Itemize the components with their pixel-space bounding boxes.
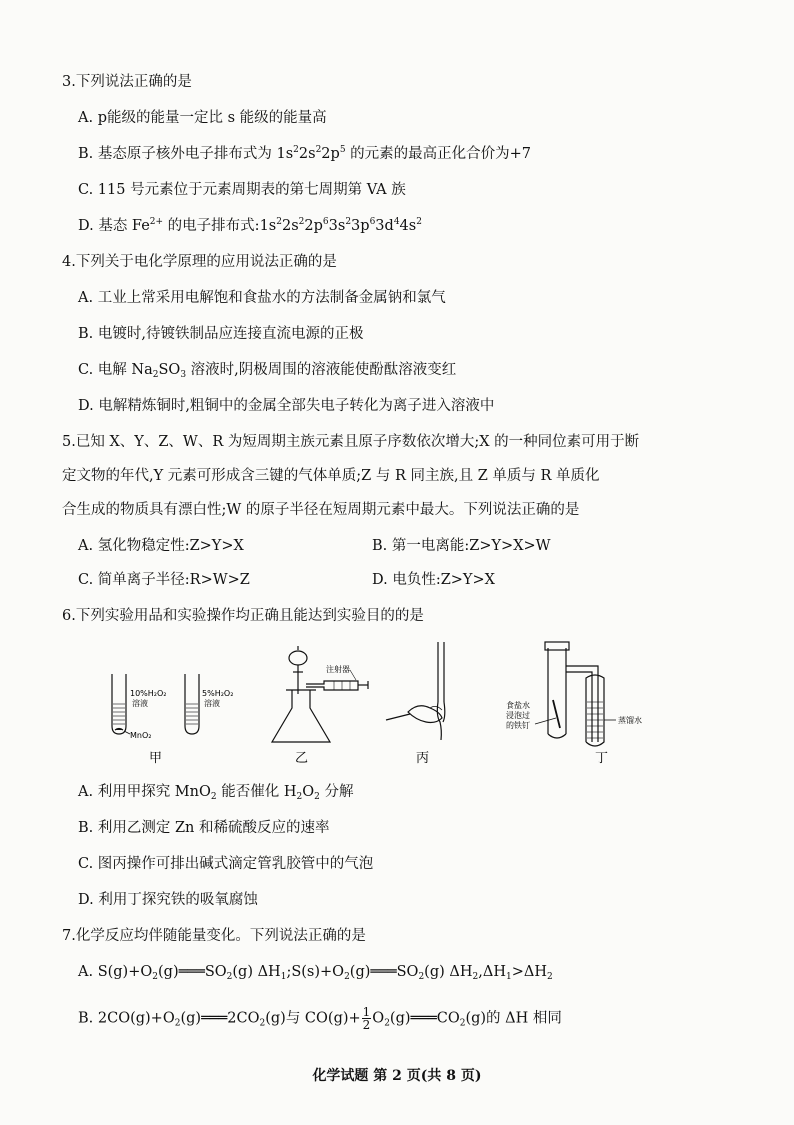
caption-jia: 甲 <box>149 751 163 766</box>
q3-option-a: A. p能级的能量一定比 s 能级的能量高 <box>78 110 327 126</box>
q3-option-d: D. 基态 $Fe^{2+}$ 的电子排布式$:1s^22s^22p^63s^23p^63d^44s^2$ <box>78 217 422 234</box>
fraction-one-half: $\frac{1}{2}$ <box>362 1005 371 1032</box>
jia-label-solution-1: 溶液 <box>132 699 148 708</box>
jia-label-5pct: 5%H₂O₂ <box>202 689 234 698</box>
caption-bing: 丙 <box>416 751 430 766</box>
q4-option-b: B. 电镀时,待镀铁制品应连接直流电源的正极 <box>78 326 364 342</box>
q4-option-c: C. 电解 $Na_2SO_3$ 溶液时,阴极周围的溶液能使酚酞溶液变红 <box>78 362 457 380</box>
q6-option-b: B. 利用乙测定 Zn 和稀硫酸反应的速率 <box>78 820 330 836</box>
q3-stem: 3.下列说法正确的是 <box>62 74 192 90</box>
ding-label-saltwater: 食盐水 <box>506 701 530 710</box>
caption-yi: 乙 <box>295 751 309 766</box>
q5-option-b: B. 第一电离能:Z>Y>X>W <box>372 538 551 554</box>
q5-stem-line2: 定文物的年代,Y 元素可形成含三键的气体单质;Z 与 R 同主族,且 Z 单质与 R 单质化 <box>62 468 600 484</box>
q4-option-d: D. 电解精炼铜时,粗铜中的金属全部失电子转化为离子进入溶液中 <box>78 398 495 414</box>
q6-apparatus-figure <box>90 638 730 770</box>
jia-label-mno2: MnO₂ <box>130 731 152 740</box>
q5-option-d: D. 电负性:Z>Y>X <box>372 572 495 588</box>
apparatus-jia <box>112 674 199 734</box>
q4-stem: 4.下列关于电化学原理的应用说法正确的是 <box>62 254 337 270</box>
q5-stem-line3: 合生成的物质具有漂白性;W 的原子半径在短周期元素中最大。下列说法正确的是 <box>62 502 580 518</box>
q5-stem-line1: 5.已知 X、Y、Z、W、R 为短周期主族元素且原子序数依次增大;X 的一种同位素可用于断 <box>62 434 640 450</box>
q7-option-b: B. $2CO(g)+O_2(g)═══2CO_2(g)$与 CO(g)+ $\frac{1}{2}$ $O_2(g)═══CO_2(g)$的 ΔH 相同 <box>78 1005 562 1032</box>
q5-option-a: A. 氢化物稳定性:Z>Y>X <box>78 538 244 554</box>
yi-label-syringe: 注射器 <box>326 665 350 674</box>
ding-label-soaked: 浸泡过 <box>506 711 530 720</box>
jia-label-solution-2: 溶液 <box>204 699 220 708</box>
apparatus-yi <box>272 646 368 742</box>
q3-option-c: C. 115 号元素位于元素周期表的第七周期第 VA 族 <box>78 182 406 198</box>
page-footer: 化学试题 第 2 页(共 8 页) <box>312 1068 482 1084</box>
q6-option-c: C. 图丙操作可排出碱式滴定管乳胶管中的气泡 <box>78 856 374 872</box>
q6-stem: 6.下列实验用品和实验操作均正确且能达到实验目的的是 <box>62 608 424 624</box>
q7-stem: 7.化学反应均伴随能量变化。下列说法正确的是 <box>62 928 366 944</box>
apparatus-bing <box>386 642 445 740</box>
apparatus-ding <box>535 642 616 746</box>
q4-option-a: A. 工业上常采用电解饱和食盐水的方法制备金属钠和氯气 <box>78 290 446 306</box>
q5-option-c: C. 简单离子半径:R>W>Z <box>78 572 250 588</box>
q3-option-b: B. 基态原子核外电子排布式为 $1s^22s^22p^5$ 的元素的最高正化合价为+7 <box>78 145 532 162</box>
ding-label-iron-nail: 的铁钉 <box>506 721 530 730</box>
caption-ding: 丁 <box>595 751 609 766</box>
q6-option-d: D. 利用丁探究铁的吸氧腐蚀 <box>78 892 258 908</box>
q7-option-a: A. $S(g)+O_2(g)═══SO_2(g)$ $\Delta H_1;S(s)+O_2(g)═══SO_2(g)$ $\Delta H_2,\Delta H_1>\Delta H_2$ <box>78 964 553 982</box>
q6-option-a: A. 利用甲探究 MnO$_2$ 能否催化 $H_2O_2$ 分解 <box>78 784 354 802</box>
ding-label-distilled-water: 蒸馏水 <box>618 716 642 725</box>
jia-label-10pct: 10%H₂O₂ <box>130 689 167 698</box>
